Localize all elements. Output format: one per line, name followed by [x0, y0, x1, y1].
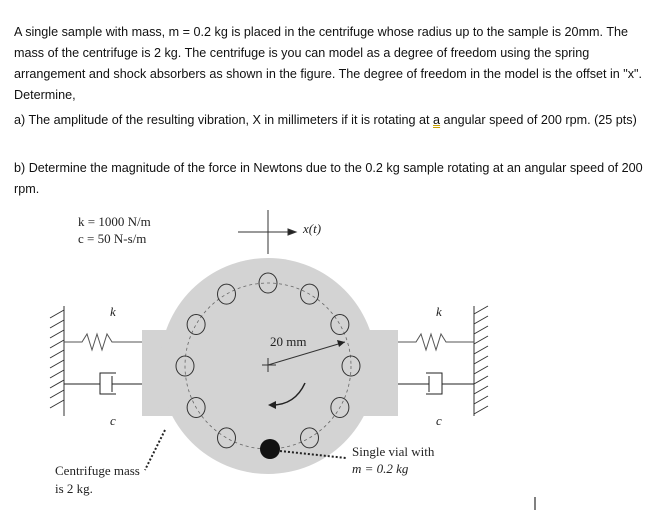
- radius-label: 20 mm: [270, 334, 307, 349]
- left-c-label: c: [110, 413, 116, 428]
- right-k-label: k: [436, 304, 442, 319]
- x-axis-arrow: [238, 210, 296, 254]
- centrifuge-mass-label: Centrifuge mass: [55, 463, 140, 478]
- centrifuge-diagram: [0, 200, 652, 528]
- part-a-text: a) The amplitude of the resulting vibration, X in millimeters if it is rotating at: [14, 113, 434, 127]
- single-vial: [260, 439, 280, 459]
- left-k-label: k: [110, 304, 116, 319]
- right-c-label: c: [436, 413, 442, 428]
- left-wall: [50, 306, 64, 416]
- vial-mass-label: m = 0.2 kg: [352, 461, 409, 476]
- c-value-label: c = 50 N-s/m: [78, 231, 147, 246]
- grammar-flagged-word: a: [433, 113, 441, 127]
- vial-label: Single vial with: [352, 444, 435, 459]
- left-spring: [64, 334, 142, 350]
- mass-leader: [145, 430, 165, 470]
- problem-intro: A single sample with mass, m = 0.2 kg is placed in the centrifuge whose radius up to the sample is 20mm. The mass of the centrifuge is 2 kg. The centrifuge is you can model as a degree of freedom using the spring arrangement and shock absorbers as shown in the figure. The degree of freedom in the model is the offset in "x". Determine,: [14, 25, 643, 102]
- right-spring: [398, 334, 474, 350]
- k-value-label: k = 1000 N/m: [78, 214, 151, 229]
- left-damper: [64, 373, 142, 394]
- part-a: [14, 110, 644, 131]
- centrifuge-mass-label-2: is 2 kg.: [55, 481, 93, 496]
- x-label: x(t): [303, 221, 322, 236]
- right-wall: [474, 306, 488, 416]
- right-damper: [398, 373, 474, 394]
- part-b: b) Determine the magnitude of the force in Newtons due to the 0.2 kg sample rotating at an angular speed of 200 rpm.: [14, 161, 643, 196]
- part-a-text-end: angular speed of 200 rpm. (25 pts): [440, 113, 637, 127]
